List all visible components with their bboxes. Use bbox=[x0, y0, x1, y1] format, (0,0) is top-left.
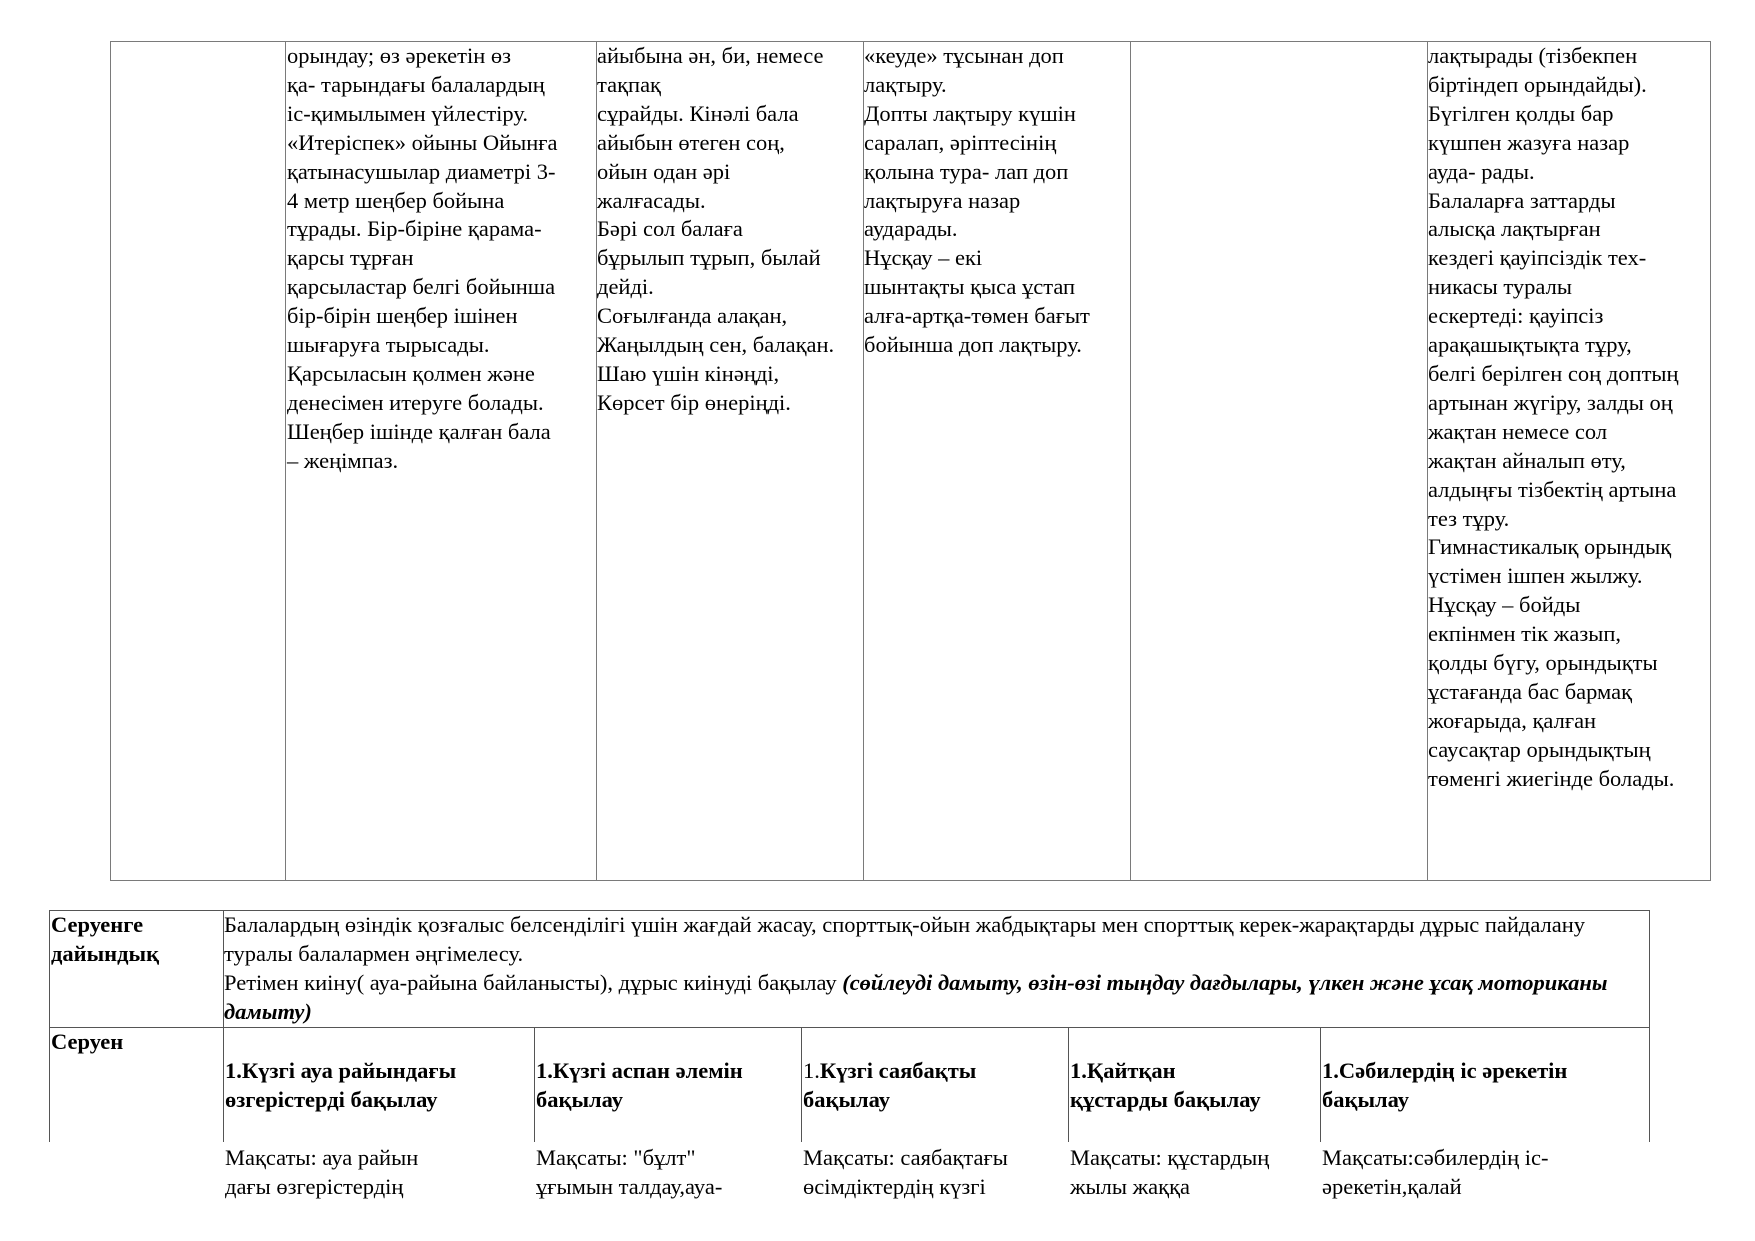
table-bottom-divider-2 bbox=[534, 1027, 535, 1142]
walk-cell-5-title: 1.Сәбилердің іс әрекетін бақылау bbox=[1322, 1057, 1568, 1112]
table-top-divider-4 bbox=[1130, 41, 1131, 881]
table-top-cell-col3: «кеуде» тұсынан доп лақтыру. Допты лақтыру күшін саралап, әріптесінің қолына тура- лап доп лақтыруға назар аударады. Нұсқау – екі шынтақты қыса ұстап алға-артқа-төмен бағыт бойынша доп лақтыру. bbox=[864, 43, 1090, 358]
walk-cell-5-text: Мақсаты:сәбилердің іс- әрекетін,қалай bbox=[1322, 1144, 1549, 1199]
walk-cell-1-title: 1.Күзгі ауа райындағы өзгерістерді бақылау bbox=[225, 1057, 457, 1112]
walk-cell-2-text: Мақсаты: "бұлт" ұғымын талдау,ауа- bbox=[536, 1144, 723, 1199]
table-top-divider-1 bbox=[285, 41, 286, 881]
walk-cell-1 bbox=[225, 1028, 533, 1230]
walk-cell-1-text: Мақсаты: ауа райын дағы өзгерістердің bbox=[225, 1144, 419, 1199]
table-bottom-divider-5 bbox=[1320, 1027, 1321, 1142]
preparation-text-main: Балалардың өзіндік қозғалыс белсенділігі үшін жағдай жасау, спорттық-ойын жабдықтары мен спорттық керек-жарақтарды дұрыс пайдалану туралы балалармен әңгімелесу. Ретімен киіну( ауа-райына байланысты), дұрыс киінуді бақылау bbox=[224, 912, 1586, 995]
walk-cell-3-title-wrap bbox=[803, 1057, 1067, 1115]
walk-cell-3 bbox=[803, 1028, 1067, 1230]
walk-cell-4-title: 1.Қайтқан құстарды бақылау bbox=[1070, 1057, 1261, 1112]
row-label-walk: Серуен bbox=[51, 1029, 124, 1054]
table-bottom-border-right bbox=[1649, 910, 1650, 1142]
preparation-text bbox=[224, 911, 1644, 1027]
walk-cell-2 bbox=[536, 1028, 800, 1230]
table-bottom-divider-4 bbox=[1068, 1027, 1069, 1142]
table-bottom-divider-3 bbox=[801, 1027, 802, 1142]
table-top-border-bottom bbox=[110, 880, 1711, 881]
walk-cell-5 bbox=[1322, 1028, 1648, 1230]
walk-cell-3-text: Мақсаты: саябақтағы өсімдіктердің күзгі bbox=[803, 1144, 1008, 1199]
walk-cell-2-title: 1.Күзгі аспан әлемін бақылау bbox=[536, 1057, 743, 1112]
row-label-preparation: Серуенге дайындық bbox=[51, 912, 160, 966]
walk-cell-3-title-prefix: 1. bbox=[803, 1057, 820, 1083]
table-top-cell-col2: айыбына ән, би, немесе тақпақ сұрайды. Кінәлі бала айыбын өтеген соң, ойын одан әрі жалғасады. Бәрі сол балаға бұрылып тұрып, былай дейді. Соғылғанда алақан, Жаңылдың сен, балақан. Шаю үшін кінәңді, Көрсет бір өнеріңді. bbox=[597, 43, 835, 415]
table-top-border-right bbox=[1710, 41, 1711, 881]
table-top-cell-col1: орындау; өз әрекетін өз қа- тарындағы балалардың іс-қимылымен үйлестіру. «Итеріспек» ойыны Ойынға қатынасушылар диаметрі 3- 4 метр шеңбер бойына тұрады. Бір-біріне қарама- қарсы тұрған қарсыластар белгі бойынша бір-бірін шеңбер ішінен шығаруға тырысады. Қарсыласын қолмен және денесімен итеруге болады. Шеңбер ішінде қалған бала – жеңімпаз. bbox=[287, 43, 558, 473]
table-top-border-left bbox=[110, 41, 111, 881]
walk-cell-4 bbox=[1070, 1028, 1319, 1230]
table-top-cell-col5: лақтырады (тізбекпен біртіндеп орындайды). Бүгілген қолды бар күшпен жазуға назар ауда- рады. Балаларға заттарды алысқа лақтырған кездегі қауіпсіздік тех- никасы туралы ескертеді: қауіпсіз арақашықтықта тұру, белгі берілген соң доптың артынан жүгіру, залды оң жақтан немесе сол жақтан айналып өту, алдыңғы тізбектің артына тез тұру. Гимнастикалық орындық үстімен ішпен жылжу. Нұсқау – бойды екпінмен тік жазып, қолды бүгу, орындықты ұстағанда бас бармақ жоғарыда, қалған саусақтар орындықтың төменгі жиегінде болады. bbox=[1428, 43, 1679, 791]
walk-cell-3-title: Күзгі саябақты бақылау bbox=[803, 1057, 977, 1112]
preparation-text-skills: (сөйлеуді дамыту, өзін-өзі тыңдау дағдылары, үлкен және ұсақ моториканы дамыту) bbox=[224, 969, 1608, 1024]
table-bottom-border-left bbox=[49, 910, 50, 1142]
walk-cell-4-text: Мақсаты: құстардың жылы жаққа bbox=[1070, 1144, 1270, 1199]
